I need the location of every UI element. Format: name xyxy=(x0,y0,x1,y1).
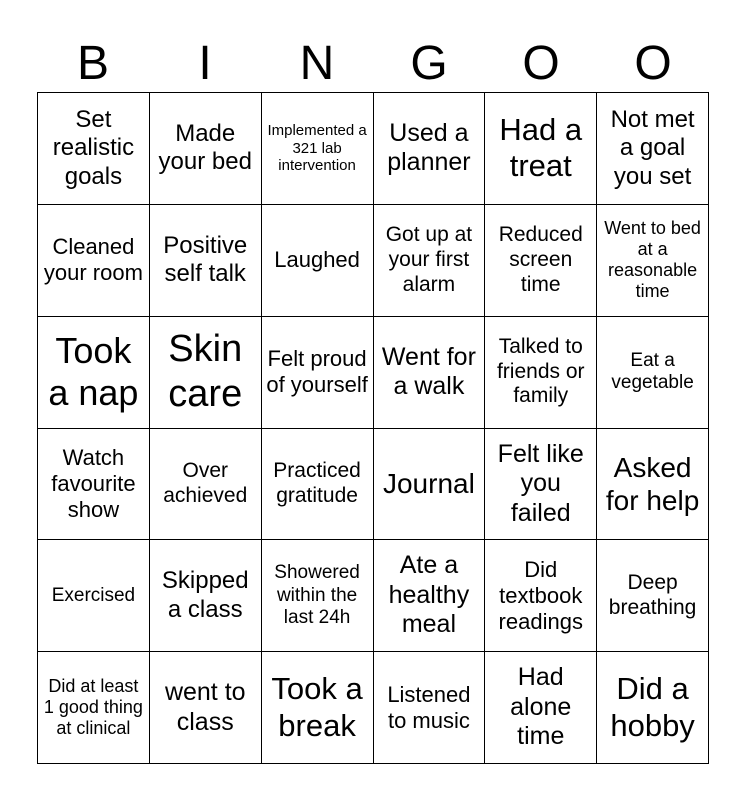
cell-text: Got up at your first alarm xyxy=(385,223,473,296)
bingo-cell[interactable] xyxy=(374,93,486,205)
cell-text: Talked to friends or family xyxy=(496,334,585,408)
bingo-cell[interactable] xyxy=(597,652,709,764)
cell-text: Felt proud of yourself xyxy=(266,346,368,398)
cell-text: Positive self talk xyxy=(163,231,248,288)
cell-text: Laughed xyxy=(274,247,360,273)
cell-text: Did at least 1 good thing at clinical xyxy=(43,675,143,739)
bingo-cell[interactable] xyxy=(262,429,374,541)
header-letter-b: B xyxy=(76,37,109,90)
bingo-cell[interactable] xyxy=(485,652,597,764)
cell-text: Had alone time xyxy=(510,663,572,751)
cell-text: Exercised xyxy=(51,584,136,606)
bingo-cell[interactable] xyxy=(262,93,374,205)
bingo-cell[interactable] xyxy=(374,205,486,317)
cell-text: Not met a goal you set xyxy=(610,105,695,190)
bingo-cell[interactable] xyxy=(597,93,709,205)
cell-text: Went to bed at a reasonable time xyxy=(604,217,701,302)
cell-text: Implemented a 321 lab intervention xyxy=(267,121,367,175)
cell-text: Skin care xyxy=(168,328,243,416)
bingo-cell[interactable] xyxy=(262,540,374,652)
cell-text: Ate a healthy meal xyxy=(388,551,470,639)
bingo-header xyxy=(37,36,709,92)
cell-text: Used a planner xyxy=(387,118,471,177)
cell-text: Eat a vegetable xyxy=(611,349,694,394)
header-letter-o: O xyxy=(522,37,560,90)
bingo-cell[interactable] xyxy=(38,429,150,541)
bingo-cell[interactable] xyxy=(597,429,709,541)
bingo-cell[interactable] xyxy=(38,93,150,205)
bingo-cell[interactable] xyxy=(485,93,597,205)
cell-text: Deep breathing xyxy=(608,570,697,619)
bingo-cell[interactable] xyxy=(485,540,597,652)
cell-text: Skipped a class xyxy=(161,567,249,623)
bingo-cell[interactable] xyxy=(597,540,709,652)
header-letter-g: G xyxy=(410,37,448,90)
bingo-board xyxy=(37,92,709,764)
bingo-cell[interactable] xyxy=(597,205,709,317)
cell-text: Went for a walk xyxy=(381,342,476,401)
bingo-cell[interactable] xyxy=(597,317,709,429)
cell-text: Did textbook readings xyxy=(498,556,583,634)
bingo-cell[interactable] xyxy=(38,317,150,429)
cell-text: Cleaned your room xyxy=(43,234,143,286)
cell-text: Took a break xyxy=(271,671,363,743)
header-letter-n: N xyxy=(299,37,335,90)
bingo-cell[interactable] xyxy=(374,317,486,429)
bingo-cell[interactable] xyxy=(150,93,262,205)
cell-text: Showered within the last 24h xyxy=(274,562,360,628)
bingo-cell[interactable] xyxy=(374,540,486,652)
cell-text: Watch favourite show xyxy=(51,444,136,522)
cell-text: Practiced gratitude xyxy=(273,459,361,507)
header-letter-i: I xyxy=(198,37,212,90)
cell-text: went to class xyxy=(164,678,246,736)
bingo-cell[interactable] xyxy=(262,652,374,764)
bingo-cell[interactable] xyxy=(38,205,150,317)
bingo-cell[interactable] xyxy=(485,205,597,317)
cell-text: Had a treat xyxy=(499,111,583,184)
bingo-cell[interactable] xyxy=(150,205,262,317)
cell-text: Over achieved xyxy=(163,459,248,507)
cell-text: Did a hobby xyxy=(610,671,695,743)
bingo-cell[interactable] xyxy=(374,652,486,764)
bingo-cell[interactable] xyxy=(150,429,262,541)
bingo-cell[interactable] xyxy=(374,429,486,541)
cell-text: Journal xyxy=(382,468,475,500)
bingo-cell[interactable] xyxy=(150,540,262,652)
cell-text: Took a nap xyxy=(48,329,139,414)
cell-text: Asked for help xyxy=(605,451,700,516)
bingo-cell[interactable] xyxy=(150,317,262,429)
bingo-cell[interactable] xyxy=(38,540,150,652)
bingo-cell[interactable] xyxy=(150,652,262,764)
bingo-cell[interactable] xyxy=(485,429,597,541)
bingo-cell[interactable] xyxy=(262,317,374,429)
cell-text: Set realistic goals xyxy=(52,105,135,190)
bingo-cell[interactable] xyxy=(262,205,374,317)
bingo-cell[interactable] xyxy=(485,317,597,429)
cell-text: Felt like you failed xyxy=(497,439,584,527)
header-letter-o-2: O xyxy=(634,37,672,90)
cell-text: Made your bed xyxy=(158,120,252,176)
cell-text: Listened to music xyxy=(387,681,471,733)
bingo-cell[interactable] xyxy=(38,652,150,764)
cell-text: Reduced screen time xyxy=(498,223,583,296)
